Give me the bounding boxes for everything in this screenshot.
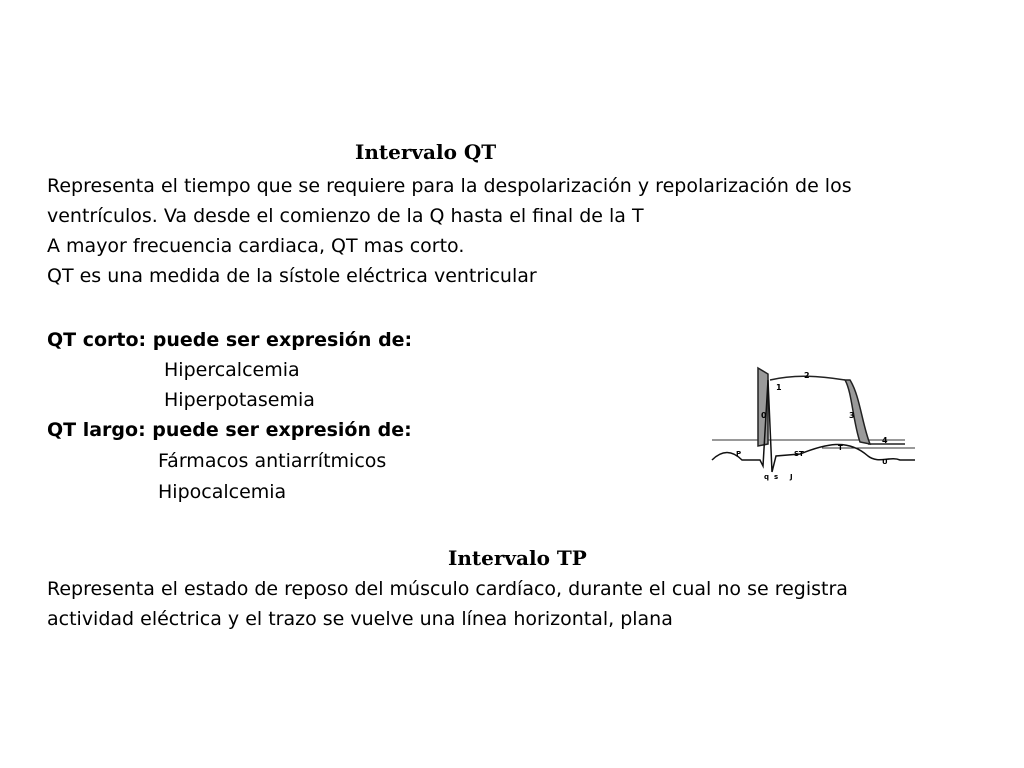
wave-label: T [838,444,843,452]
tp-title: Intervalo TP [448,546,587,570]
phase-label: 1 [776,383,782,392]
qt-short-item: Hiperpotasemia [164,389,315,411]
qt-short-heading: QT corto: puede ser expresión de: [47,329,413,351]
qt-description-line-3: A mayor frecuencia cardiaca, QT mas corto. [47,235,465,257]
complex-label: J [790,473,793,481]
qt-title: Intervalo QT [355,140,497,164]
qt-long-item: Hipocalcemia [158,481,287,503]
qt-long-item: Fármacos antiarrítmicos [158,450,387,472]
wave-label: ST [794,450,804,458]
wave-label: P [736,450,742,458]
qt-description-line-1: Representa el tiempo que se requiere para la despolarización y repolarización de los [47,175,852,197]
complex-label: s [774,473,779,481]
phase-label: 0 [761,411,767,420]
qt-short-item: Hipercalcemia [164,359,300,381]
qt-description-line-2: ventrículos. Va desde el comienzo de la Q hasta el final de la T [47,205,644,227]
qt-long-heading: QT largo: puede ser expresión de: [47,419,412,441]
action-potential-ecg-diagram [700,352,920,484]
phase-label: 4 [882,436,888,445]
phase-label: 3 [849,411,855,420]
qt-description-line-4: QT es una medida de la sístole eléctrica ventricular [47,265,537,287]
tp-description-line-2: actividad eléctrica y el trazo se vuelve una línea horizontal, plana [47,608,673,630]
tp-description-line-1: Representa el estado de reposo del músculo cardíaco, durante el cual no se registra [47,578,848,600]
complex-label: q [764,473,770,481]
wave-label: U [882,458,888,466]
phase-label: 2 [804,371,810,380]
